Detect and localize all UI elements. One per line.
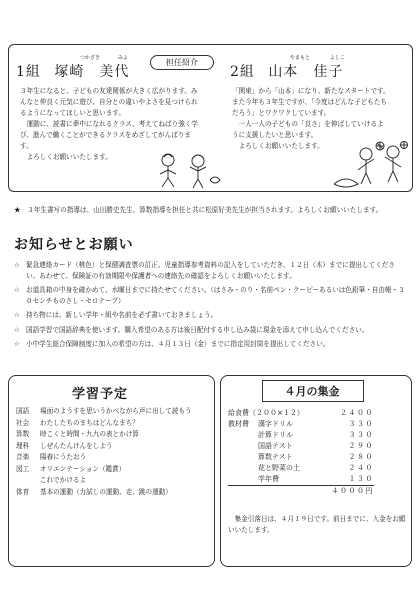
fee-row	[228, 452, 374, 463]
left-teacher-heading	[16, 61, 129, 81]
right-class-label: 2組	[230, 64, 255, 80]
star-mark-icon: ☆	[14, 325, 20, 334]
study-plan-row	[16, 418, 206, 430]
study-content: 基本の運動（力試しの運動、走、跳の運動）	[40, 487, 172, 496]
fee-item: 漢字ドリル	[258, 420, 293, 428]
fee-row	[228, 430, 374, 441]
study-subject: 図工	[16, 464, 30, 473]
fee-item: 算数テスト	[258, 453, 293, 461]
fee-amount: ２９０	[348, 442, 374, 450]
notice-text: 小中学生総合保障制度に加入の希望の方は、４月１３日（金）までに指定用封筒を提出してください。	[26, 340, 330, 348]
star-mark-icon: ☆	[14, 261, 20, 269]
april-fees-table	[228, 408, 374, 497]
fee-category	[228, 463, 258, 474]
fee-item: 国語テスト	[258, 442, 293, 450]
study-plan-row	[16, 406, 206, 418]
fee-category	[228, 474, 258, 486]
fee-amount: ２８０	[348, 453, 374, 461]
notice-item	[14, 310, 406, 321]
study-plan-row	[16, 487, 206, 499]
study-plan-table	[16, 406, 206, 498]
study-content: 陽春にうたおう	[40, 453, 87, 461]
star-mark-icon: ☆	[14, 340, 20, 348]
notice-item	[14, 339, 406, 350]
children-illustration-right	[330, 140, 410, 190]
april-fees-title: ４月の集金	[284, 385, 340, 398]
study-content: オリエンテーション（鑑賞） これでかけるよ	[40, 464, 126, 484]
notices-title: お知らせとお願い	[14, 237, 134, 253]
right-teacher-message: 「関東」から「山本」になり、新たなスタートです。また今年も３年生ですが、「今度はどんな子どもたちだろう」とワクワクしています。 一人一人の子どもの「良さ」を伸ばしていけるように支援したいと思います。 よろしくお願いいたします。	[232, 87, 390, 150]
fee-row	[228, 441, 374, 452]
fee-item: 学年費	[258, 475, 279, 483]
notice-item	[14, 285, 406, 306]
fee-amount: ２４０	[348, 464, 374, 472]
fee-amount: ３３０	[348, 431, 374, 439]
study-plan-row	[16, 464, 206, 487]
fee-amount: ２４００	[340, 409, 374, 417]
study-content: 時こくと時間・九九の表とかけ算	[40, 430, 139, 438]
notice-text: 国語学習で国語辞典を使います。購入希望のある方は後日配付する申し込み袋に現金を添えて申し込んでください。	[26, 325, 369, 334]
fee-total-row	[228, 486, 374, 498]
study-plan-row	[16, 429, 206, 441]
fee-item: 計算ドリル	[258, 431, 293, 439]
notices-list	[14, 260, 406, 350]
fee-row	[228, 474, 374, 486]
fee-total: ４０００円	[318, 486, 374, 498]
study-plan-title: 学習予定	[72, 387, 129, 402]
fee-item: 花と野菜の土	[258, 464, 300, 472]
right-teacher-name: 山本 佳子	[268, 64, 344, 80]
fee-row	[228, 419, 374, 430]
notice-item	[14, 325, 406, 336]
left-class-label: 1組	[16, 64, 41, 80]
study-subject: 算数	[16, 430, 30, 438]
fee-category	[228, 430, 258, 441]
fee-amount: １３０	[348, 475, 374, 483]
left-teacher-name: 塚崎 美代	[54, 64, 130, 80]
fee-category: 給食費（２００×１２）	[228, 409, 304, 417]
children-illustration-left	[150, 150, 225, 190]
study-content: しぜんたんけんをしよう	[40, 441, 113, 450]
right-teacher-ruby-given: よしこ	[330, 55, 346, 61]
study-plan-row	[16, 452, 206, 464]
fee-row	[228, 408, 374, 419]
teacher-intro-badge: 担任紹介	[150, 55, 214, 70]
fee-category	[228, 441, 258, 452]
study-content: 場面のようすを思いうかべながら声に出して読もう	[40, 407, 192, 415]
left-teacher-ruby-given: みよ	[118, 55, 129, 61]
staff-note: ★ ３年生書写の指導は、山田勝史先生、算数指導を担任と共に松原好美先生が担当されます。よろしくお願いいたします。	[14, 206, 383, 214]
right-teacher-heading	[230, 61, 343, 81]
star-mark-icon: ☆	[14, 311, 20, 319]
fee-category: 教材費	[228, 420, 249, 428]
fee-withdrawal-note: 集金引落日は、４月１９日です。前日までに、入金をお願いいたします。	[228, 515, 406, 534]
fee-row	[228, 463, 374, 474]
study-plan-row	[16, 441, 206, 453]
fee-total-spacer	[228, 486, 318, 498]
notice-text: お道具箱の中身を確かめて、水曜日までに持たせてください。（はさみ・のり・名前ペン・クーピーあるいは色鉛筆・自由帳・３０センチものさし・セロテープ）	[26, 286, 405, 305]
study-subject: 理科	[16, 441, 30, 450]
study-subject: 社会	[16, 418, 30, 427]
notice-text: 持ち物には、新しい学年・組や名前を必ず書いておきましょう。	[26, 311, 218, 319]
notice-item	[14, 260, 406, 281]
left-teacher-message: ３年生になると、子どもの友達関係が大きく広がります。みんなと仲良く元気に遊び、自分との違いやよさを見つけられるようになってほしいと思います。 運動に、読書に夢中になれるクラス、考えてねばり強く学び、進んで働くことができるクラスをめざしてがんばります。 よろしくお願いいたします。	[20, 87, 199, 161]
study-subject: 体育	[16, 487, 30, 496]
notice-text: 緊急連絡カード（桃色）と保健調査票の訂正、児童指導参考資料の記入をしていただき、１２日（木）までに提出してください。あわせて、保険証の有効期限や保護者への連絡先の確認をよろしくお願いいたします。	[26, 261, 395, 280]
fee-amount: ３３０	[348, 420, 374, 428]
fee-category	[228, 452, 258, 463]
right-teacher-ruby-family: やまもと	[290, 55, 311, 61]
star-mark-icon: ☆	[14, 286, 20, 294]
study-content: わたしたちのまちはどんなまち？	[40, 418, 139, 427]
study-subject: 国語	[16, 407, 30, 415]
left-teacher-ruby-family: つかざき	[80, 55, 101, 61]
study-subject: 音楽	[16, 453, 30, 461]
